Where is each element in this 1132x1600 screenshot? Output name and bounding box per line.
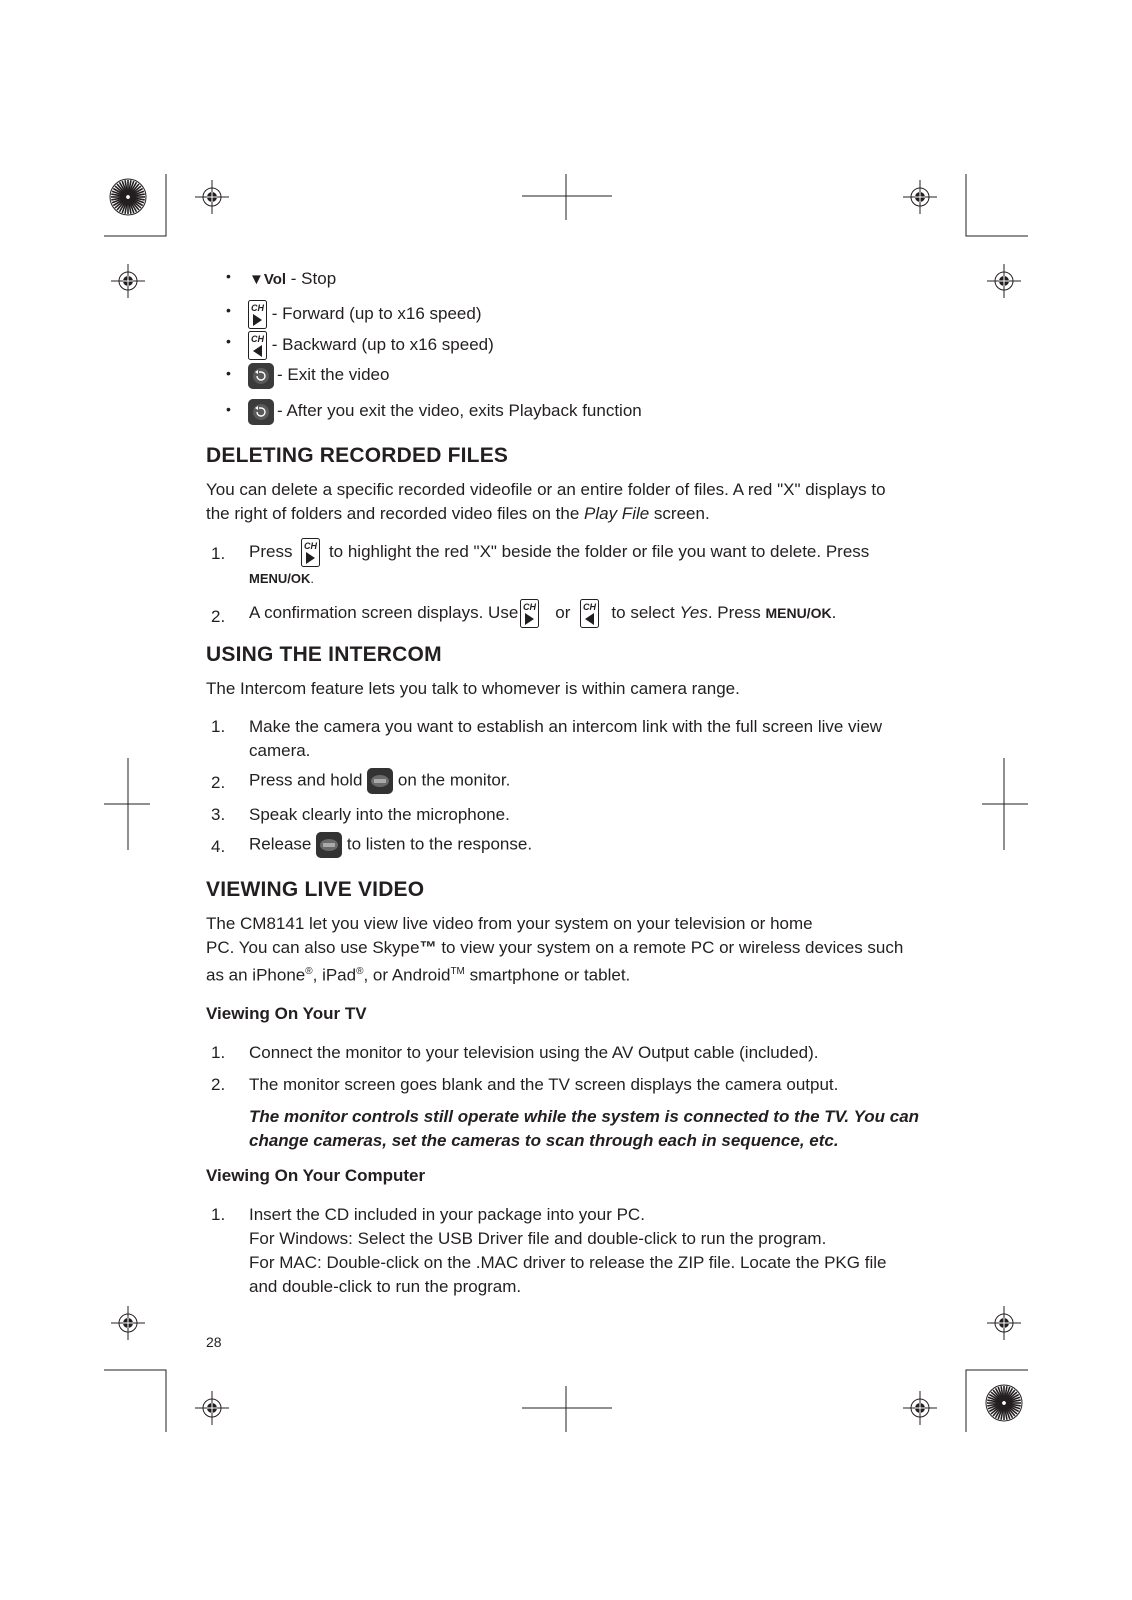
tv-step-2: The monitor screen goes blank and the TV screen displays the camera output.	[249, 1075, 839, 1094]
stop-text: - Stop	[286, 269, 337, 288]
text: A confirmation screen displays. Use	[249, 602, 519, 622]
intercom-step-1-line-1: Make the camera you want to establish an intercom link with the full screen live view	[249, 717, 883, 736]
step-number: 1.	[211, 717, 226, 736]
star-burst-mark-bottom-right	[986, 1385, 1022, 1421]
text: .	[831, 602, 837, 622]
live-paragraph-line-3	[206, 960, 630, 988]
step-number: 2.	[211, 773, 226, 792]
step-number: 4.	[211, 837, 226, 856]
subheading-tv: Viewing On Your TV	[206, 1004, 367, 1023]
text: screen.	[649, 504, 710, 523]
svg-text:CH: CH	[583, 602, 597, 612]
channel-down-icon	[248, 331, 267, 360]
deleting-intro-line-2	[206, 502, 710, 526]
text: smartphone or tablet.	[464, 965, 631, 985]
exit-playback-text: - After you exit the video, exits Playback function	[277, 401, 642, 421]
deleting-step-2	[249, 599, 836, 628]
talk-button-icon	[316, 832, 342, 858]
back-return-icon	[248, 399, 274, 425]
vol-down-label: ▼Vol	[249, 271, 287, 288]
deleting-step-1	[249, 538, 869, 567]
svg-text:CH: CH	[251, 303, 264, 313]
talk-button-icon	[367, 768, 393, 794]
tv-note-line-1: The monitor controls still operate while the system is connected to the TV. You can	[249, 1107, 920, 1126]
text: Press and hold	[249, 770, 363, 790]
star-burst-mark-top-left	[110, 179, 146, 215]
text: to view your system on a remote PC or wireless devices such	[436, 938, 904, 957]
live-paragraph-line-1: The CM8141 let you view live video from your system on your television or home	[206, 914, 813, 933]
tv-step-1: Connect the monitor to your television using the AV Output cable (included).	[249, 1043, 819, 1062]
text: .	[310, 571, 315, 586]
bullet: •	[226, 333, 231, 349]
step-number: 1.	[211, 1205, 226, 1224]
text: to highlight the red "X" beside the folder or file you want to delete. Press	[328, 541, 870, 561]
intercom-intro: The Intercom feature lets you talk to whomever is within camera range.	[206, 679, 740, 698]
step-number: 1.	[211, 544, 226, 563]
svg-text:CH: CH	[304, 541, 318, 551]
text: to listen to the response.	[346, 834, 533, 854]
channel-down-icon	[580, 599, 599, 628]
svg-text:CH: CH	[251, 334, 264, 344]
list-item-exit	[248, 363, 389, 389]
registered: ®	[305, 966, 313, 977]
channel-up-icon	[520, 599, 539, 628]
deleting-step-1-cont	[249, 571, 314, 587]
yes-emphasis: Yes	[679, 602, 708, 622]
channel-up-icon	[301, 538, 320, 567]
computer-step-1-line-3: For MAC: Double-click on the .MAC driver to release the ZIP file. Locate the PKG file	[249, 1253, 887, 1272]
intercom-step-2	[249, 768, 510, 794]
bullet: •	[226, 401, 231, 417]
back-return-icon	[248, 363, 274, 389]
step-number: 2.	[211, 1075, 226, 1094]
section-heading-live-video: VIEWING LIVE VIDEO	[206, 878, 425, 901]
text: to select	[611, 602, 680, 622]
computer-step-1-line-2: For Windows: Select the USB Driver file and double-click to run the program.	[249, 1229, 827, 1248]
channel-up-icon	[248, 300, 267, 329]
exit-text: - Exit the video	[277, 365, 390, 385]
text: on the monitor.	[397, 770, 511, 790]
computer-step-1-line-1: Insert the CD included in your package into your PC.	[249, 1205, 645, 1224]
svg-text:CH: CH	[523, 602, 537, 612]
trademark: ™	[419, 938, 437, 957]
text: PC. You can also use Skype	[206, 938, 420, 957]
section-heading-intercom: USING THE INTERCOM	[206, 643, 442, 666]
deleting-intro-line-1: You can delete a specific recorded videofile or an entire folder of files. A red "X" displays to	[206, 480, 886, 499]
text: . Press	[707, 602, 766, 622]
list-item-stop	[249, 267, 336, 292]
bullet: •	[226, 365, 231, 381]
registered: ®	[356, 966, 364, 977]
computer-step-1-line-4: and double-click to run the program.	[249, 1277, 522, 1296]
text: Press	[249, 541, 293, 561]
section-heading-deleting: DELETING RECORDED FILES	[206, 444, 509, 467]
text: Release	[249, 834, 312, 854]
forward-text: - Forward (up to x16 speed)	[267, 303, 482, 323]
text: , iPad	[312, 965, 357, 985]
text: or	[555, 602, 571, 622]
intercom-step-3: Speak clearly into the microphone.	[249, 805, 510, 824]
menu-ok-key: MENU/OK	[249, 571, 311, 586]
tv-note-line-2: change cameras, set the cameras to scan through each in sequence, etc.	[249, 1131, 839, 1150]
list-item-exit-playback	[248, 399, 642, 425]
step-number: 1.	[211, 1043, 226, 1062]
page-number: 28	[206, 1334, 222, 1350]
list-item-forward	[248, 300, 481, 329]
menu-ok-key: MENU/OK	[765, 604, 832, 621]
subheading-computer: Viewing On Your Computer	[206, 1166, 426, 1185]
backward-text: - Backward (up to x16 speed)	[267, 334, 494, 354]
play-file-emphasis: Play File	[584, 504, 650, 523]
intercom-step-1-line-2: camera.	[249, 741, 311, 760]
intercom-step-4	[249, 832, 532, 858]
trademark: TM	[450, 966, 465, 977]
list-item-backward	[248, 331, 494, 360]
step-number: 3.	[211, 805, 226, 824]
text: the right of folders and recorded video files on the	[206, 504, 585, 523]
text: as an iPhone	[206, 965, 306, 985]
live-paragraph-line-2	[206, 936, 903, 960]
bullet: •	[226, 268, 231, 284]
bullet: •	[226, 302, 231, 318]
text: , or Android	[363, 965, 451, 985]
step-number: 2.	[211, 607, 226, 626]
